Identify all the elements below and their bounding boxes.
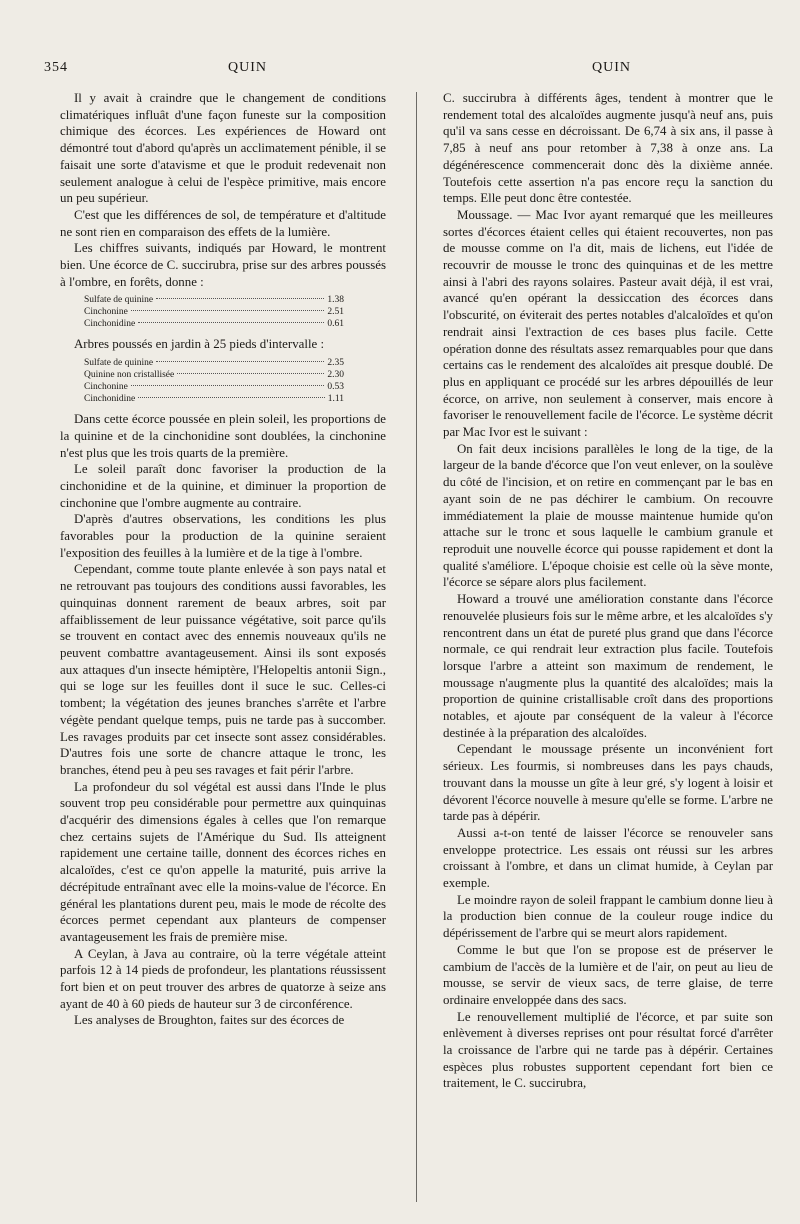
- table-label: Sulfate de quinine: [84, 358, 154, 369]
- dot-leader: [131, 310, 325, 311]
- table-value: 2.35: [327, 358, 344, 369]
- paragraph: Il y avait à craindre que le changement de conditions climatériques influât d'une façon funeste sur la composition chimique des écorces. Les expériences de Howard ont démontré tout d'abord qu'après un acclimatement pénible, il se faisait une sorte d'atavisme et que le produit redevenait non seulement analogue à celui de l'espèce primitive, mais encore un peu supérieur.: [60, 91, 386, 206]
- paragraph: Comme le but que l'on se propose est de préserver le cambium de l'accès de la lumière et de l'air, on peut au lieu de mousse, se servir de vieux sacs, de terre glaise, de terre ordinaire enveloppée dans des sacs.: [443, 942, 773, 1007]
- column-divider: [416, 92, 417, 1202]
- table-value: 1.11: [327, 394, 344, 405]
- paragraph: Moussage. — Mac Ivor ayant remarqué que les meilleures sortes d'écorces étaient celles qui étaient recouvertes, non pas de mousse comme on l'a dit, mais de lichens, eut l'idée de recouvrir de mousse le tronc des quinquinas et de les mettre ainsi à l'abri des rayons solaires. Pasteur avait déjà, il est vrai, avancé qu'en opérant la dessiccation des écorces dans l'obscurité, on éviterait des pertes notables d'alcaloïdes et qu'on rendrait ainsi l'extraction de ces bases plus facile. Cette opération donne des résultats assez remarquables pour que dans certains cas le rendement des alcaloïdes ait presque doublé. De plus en appliquant ce procédé sur les arbres dépouillés de leur écorce, on arrive, non seulement à conserver, mais encore à favoriser le renouvellement facile de l'écorce. Le système décrit par Mac Ivor est le suivant :: [443, 207, 773, 440]
- paragraph: Dans cette écorce poussée en plein soleil, les proportions de la quinine et de la cinchonidine sont doublées, la cinchonine n'est plus que les trois quarts de la première.: [60, 412, 386, 460]
- table-row: [84, 381, 344, 393]
- table-label: Cinchonidine: [84, 319, 136, 330]
- dot-leader: [138, 397, 325, 398]
- table-row: [84, 393, 344, 405]
- table-row: [84, 357, 344, 369]
- running-header: [0, 60, 800, 82]
- dot-leader: [156, 361, 324, 362]
- table-value: 1.38: [327, 295, 344, 306]
- paragraph: Le soleil paraît donc favoriser la production de la cinchonidine et de la quinine, et diminuer la proportion de cinchonine que l'ombre augmente au contraire.: [60, 462, 386, 510]
- paragraph: Howard a trouvé une amélioration constante dans l'écorce renouvelée plusieurs fois sur le même arbre, et les alcaloïdes s'y rencontrent dans un état de pureté plus grand que dans l'écorce normale, ce qui rendrait leur extraction plus facile. Toutefois lorsque l'arbre a atteint son maximum de rendement, le moussage n'augmente plus la quantité des alcaloïdes; mais la proportion de quinine cristallisable croît dans des proportions notables, et ajoute par conséquent de la valeur à l'écorce destinée à la préparation des alcaloïdes.: [443, 592, 773, 740]
- page-number: 354: [44, 60, 68, 75]
- paragraph: A Ceylan, à Java au contraire, où la terre végétale atteint parfois 12 à 14 pieds de profondeur, les plantations réussissent fort bien et on peut trouver des arbres de quatorze à seize ans ayant de 40 à 60 pieds de hauteur sur 3 de circonférence.: [60, 946, 386, 1011]
- table-label: Quinine non cristallisée: [84, 370, 175, 381]
- table-label: Sulfate de quinine: [84, 295, 154, 306]
- paragraph: Les chiffres suivants, indiqués par Howard, le montrent bien. Une écorce de C. succirubra, prise sur des arbres poussés à l'ombre, en forêts, donne :: [60, 241, 386, 289]
- dot-leader: [131, 385, 325, 386]
- paragraph: On fait deux incisions parallèles le long de la tige, de la largeur de la bande d'écorce que l'on veut enlever, on la soulève du côté de l'incision, et on retire en commençant par le bas en ayant soin de ne pas déchirer le cambium. On recouvre immédiatement la plaie de mousse maintenue humide qu'on attache sur le tronc et sous laquelle le cambium granule et reproduit une nouvelle écorce qui pousse rapidement et dont la qualité s'améliore. L'époque choisie est celle où la sève monte, l'écorce se sépare alors plus facilement.: [443, 441, 773, 590]
- analysis-table-shade: [84, 294, 344, 330]
- paragraph: Aussi a-t-on tenté de laisser l'écorce se renouveler sans enveloppe protectrice. Les essais ont réussi sur les arbres croissant à l'ombre, et dans un climat humide, à Ceylan par exemple.: [443, 825, 773, 891]
- running-title-left: QUIN: [228, 60, 267, 75]
- running-title-right: QUIN: [592, 60, 631, 75]
- paragraph: C'est que les différences de sol, de température et d'altitude ne sont rien en comparaison des effets de la lumière.: [60, 207, 386, 239]
- table-label: Cinchonine: [84, 382, 128, 393]
- left-column: [60, 90, 386, 1210]
- paragraph: D'après d'autres observations, les conditions les plus favorables pour la production de la quinine seraient l'exposition des feuilles à la lumière et de la tige à l'ombre.: [60, 512, 386, 560]
- table-label: Cinchonine: [84, 307, 128, 318]
- paragraph: C. succirubra à différents âges, tendent à montrer que le rendement total des alcaloïdes augmente jusqu'à neuf ans, puis qu'il va sans cesse en décroissant. De 6,74 à six ans, il passe à 7,85 à neuf ans pour retomber à 7,38 à onze ans. La dégénérescence commencerait donc dès la dixième année. Toutefois cette assertion n'a pas encore reçu la sanction du temps. Elle peut donc être contestée.: [443, 91, 773, 206]
- dot-leader: [138, 322, 324, 323]
- table-value: 2.51: [327, 307, 344, 318]
- dot-leader: [177, 373, 324, 374]
- analysis-table-garden: [84, 357, 344, 405]
- right-column: [443, 90, 773, 1210]
- paragraph: Cependant le moussage présente un inconvénient fort sérieux. Les fourmis, si nombreuses dans les pays chauds, trouvant dans la mousse un gîte à leur gré, s'y logent à loisir et dévorent l'écorce nouvelle à mesure qu'elle se forme. L'arbre ne tarde pas à dépérir.: [443, 742, 773, 824]
- table-row: [84, 369, 344, 381]
- paragraph: La profondeur du sol végétal est aussi dans l'Inde le plus souvent trop peu considérable pour permettre aux quinquinas d'acquérir des dimensions égales à celles que l'on remarque chez certains sujets de l'Amérique du Sud. Ils atteignent rapidement une certaine taille, donnent des écorces riches en alcaloïdes, c'est ce qu'on appelle la maturité, puis arrive la décrépitude entraînant avec elle la moins-value de l'écorce. En général les plantations durent peu, mais le mode de récolte des écorces permet cependant aux planteurs de compenser avantageusement les frais de première mise.: [60, 779, 386, 944]
- table-value: 0.61: [327, 319, 344, 330]
- table-row: [84, 318, 344, 330]
- table-row: [84, 306, 344, 318]
- table-row: [84, 294, 344, 306]
- paragraph: Arbres poussés en jardin à 25 pieds d'intervalle :: [74, 337, 325, 352]
- paragraph: Les analyses de Broughton, faites sur des écorces de: [74, 1013, 345, 1028]
- paragraph: Le renouvellement multiplié de l'écorce, et par suite son enlèvement à diverses reprises ont pour résultat forcé d'arrêter la croissance de l'arbre qui ne tarde pas à dépérir. Certaines espèces plus robustes supportent cependant fort bien ce traitement, le C. succirubra,: [443, 1009, 773, 1091]
- paragraph: Le moindre rayon de soleil frappant le cambium donne lieu à la production bien connue de la couleur rouge indice du dépérissement de l'arbre qui se meurt alors rapidement.: [443, 892, 773, 941]
- table-value: 2.30: [327, 370, 344, 381]
- dot-leader: [156, 298, 324, 299]
- table-label: Cinchonidine: [84, 394, 136, 405]
- paragraph: Cependant, comme toute plante enlevée à son pays natal et ne retrouvant pas toujours des conditions aussi favorables, les quinquinas donnent rarement de beaux arbres, soit par affaiblissement de leur puissance végétative, soit parce qu'ils se trouvent en contact avec des ennemis nouveaux qu'ils ne peuvent combattre avantageusement. Ainsi ils sont exposés aux attaques d'un insecte hémiptère, l'Helopeltis antonii Sign., qui se loge sur les feuilles dont il suce le suc. Celles-ci tombent; la végétation des jeunes branches s'arrête et l'arbre végète pendant quelque temps, puis ne tarde pas à succomber. Les ravages produits par cet insecte sont assez considérables. D'autres fois une sorte de chancre attaque le tronc, les branches, étend peu à peu ses ravages et fait périr l'arbre.: [60, 562, 386, 777]
- table-value: 0.53: [327, 382, 344, 393]
